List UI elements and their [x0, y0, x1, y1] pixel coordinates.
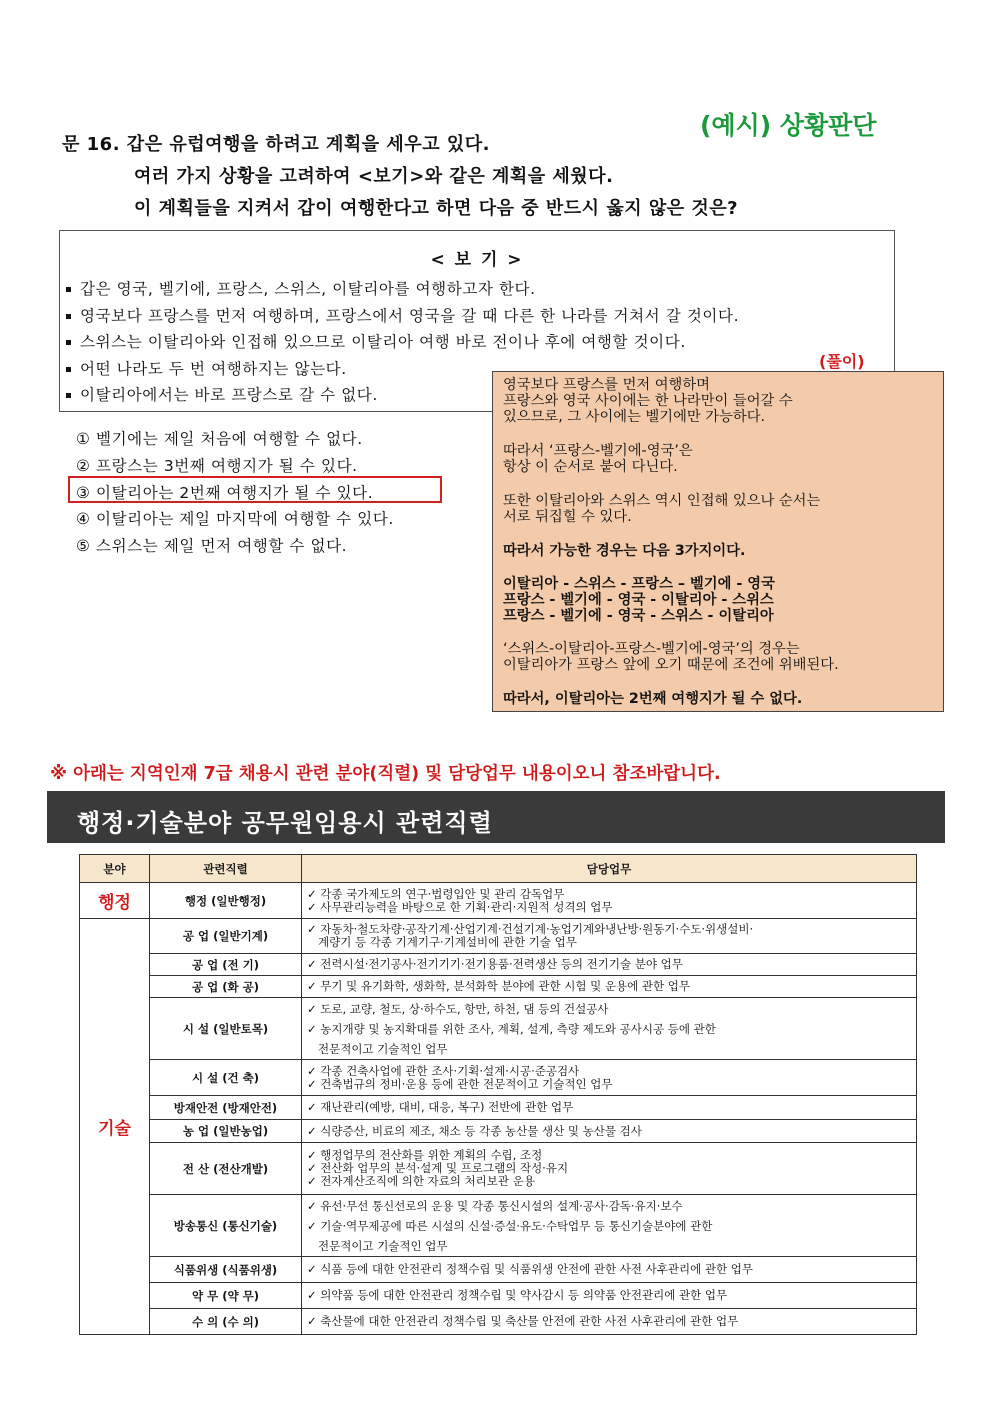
duty-cell: ✓ 전력시설·전기공사·전기기기·전기용품·전력생산 등의 전기기술 분야 업무 [302, 954, 917, 976]
jobs-table [79, 854, 917, 1335]
duty-cell: ✓ 각종 건축사업에 관한 조사·기획·설계·시공·준공검사 ✓ 건축법규의 정비·운용 등에 관한 전문적이고 기술적인 업무 [302, 1060, 917, 1096]
table-row [80, 1060, 917, 1096]
solution-line: 프랑스와 영국 사이에는 한 나라만이 들어갈 수 [503, 393, 793, 409]
bogi-item: 스위스는 이탈리아와 인접해 있으므로 이탈리아 여행 바로 전이나 후에 여행할 것이다. [66, 330, 686, 352]
bogi-title: < 보 기 > [430, 250, 524, 270]
option-5: ⑤ 스위스는 제일 먼저 여행할 수 없다. [76, 537, 348, 555]
bullet-icon [66, 367, 71, 372]
header-field: 분야 [80, 855, 150, 883]
header-position: 관련직렬 [150, 855, 302, 883]
position-cell: 공 업 (전 기) [150, 954, 302, 976]
question-line-3: 이 계획들을 지켜서 갑이 여행한다고 하면 다음 중 반드시 옳지 않은 것은? [134, 198, 739, 219]
bogi-item: 갑은 영국, 벨기에, 프랑스, 스위스, 이탈리아를 여행하고자 한다. [66, 277, 536, 299]
position-cell: 방재안전 (방재안전) [150, 1096, 302, 1120]
solution-case: 프랑스 - 벨기에 - 영국 - 이탈리아 - 스위스 [503, 592, 774, 608]
solution-line: 있으므로, 그 사이에는 벨기에만 가능하다. [503, 409, 766, 425]
question-line-2: 여러 가지 상황을 고려하여 <보기>와 같은 계획을 세웠다. [134, 166, 614, 187]
duty-cell: ✓ 의약품 등에 대한 안전관리 정책수립 및 약사감시 등 의약품 안전관리에 관한 업무 [302, 1283, 917, 1309]
bullet-icon [66, 314, 71, 319]
solution-line: 영국보다 프랑스를 먼저 여행하며 [503, 377, 710, 393]
position-cell: 공 업 (일반기계) [150, 919, 302, 954]
category-admin: 행정 [80, 883, 150, 919]
bogi-item: 어떤 나라도 두 번 여행하지는 않는다. [66, 357, 347, 379]
duty-cell: ✓ 무기 및 유기화학, 생화학, 분석화학 분야에 관한 시험 및 운용에 관한 업무 [302, 976, 917, 998]
table-row [80, 998, 917, 1060]
solution-box [492, 371, 944, 712]
option-3: ③ 이탈리아는 2번째 여행지가 될 수 있다. [76, 484, 374, 502]
position-cell: 전 산 (전산개발) [150, 1143, 302, 1195]
bullet-icon [66, 287, 71, 292]
duty-cell: ✓ 도로, 교량, 철도, 상·하수도, 항만, 하천, 댐 등의 건설공사 ✓ 농지개량 및 농지확대를 위한 조사, 계획, 설계, 측량 제도와 공사시공 등에 관한 전문적이고 기술적인 업무 [302, 998, 917, 1060]
example-tag: (예시) 상황판단 [700, 111, 877, 140]
solution-line: 항상 이 순서로 붙어 다닌다. [503, 459, 678, 475]
position-cell: 식품위생 (식품위생) [150, 1257, 302, 1283]
bullet-icon [66, 340, 71, 345]
table-row [80, 1143, 917, 1195]
header-duties: 담당업무 [302, 855, 917, 883]
solution-conclusion: 따라서, 이탈리아는 2번째 여행지가 될 수 없다. [503, 691, 803, 707]
table-header-row [80, 855, 917, 883]
duty-cell: ✓ 축산물에 대한 안전관리 정책수립 및 축산물 안전에 관한 사전 사후관리에 관한 업무 [302, 1309, 917, 1335]
duty-cell: ✓ 식량증산, 비료의 제조, 채소 등 각종 농산물 생산 및 농산물 검사 [302, 1120, 917, 1143]
question-line-1: 문 16. 갑은 유럽여행을 하려고 계획을 세우고 있다. [62, 134, 490, 155]
duty-cell: ✓ 자동차·철도차량·공작기계·산업기계·건설기계·농업기계와냉난방·원동기·수도·위생설비· 계량기 등 각종 기계기구·기계설비에 관한 기술 업무 [302, 919, 917, 954]
option-1: ① 벨기에는 제일 처음에 여행할 수 없다. [76, 430, 363, 448]
position-cell: 공 업 (화 공) [150, 976, 302, 998]
option-2: ② 프랑스는 3번째 여행지가 될 수 있다. [76, 457, 358, 475]
duty-cell: ✓ 행정업무의 전산화를 위한 계획의 수립, 조정 ✓ 전산화 업무의 분석·설계 및 프로그램의 작성·유지 ✓ 전자계산조직에 의한 자료의 처리보관 운용 [302, 1143, 917, 1195]
solution-line: 따라서 ‘프랑스-벨기에-영국’은 [503, 443, 693, 459]
solution-line: 이탈리아가 프랑스 앞에 오기 때문에 조건에 위배된다. [503, 657, 839, 673]
duty-cell: ✓ 각종 국가제도의 연구·법령입안 및 관리 감독업무 ✓ 사무관리능력을 바탕으로 한 기획·관리·지원적 성격의 업무 [302, 883, 917, 919]
bogi-item: 이탈리아에서는 바로 프랑스로 갈 수 없다. [66, 383, 378, 405]
table-row [80, 1096, 917, 1120]
position-cell: 시 설 (건 축) [150, 1060, 302, 1096]
category-tech: 기술 [80, 919, 150, 1335]
position-cell: 방송통신 (통신기술) [150, 1195, 302, 1257]
solution-line: 또한 이탈리아와 스위스 역시 인접해 있으나 순서는 [503, 493, 821, 509]
position-cell: 행정 (일반행정) [150, 883, 302, 919]
option-4: ④ 이탈리아는 제일 마지막에 여행할 수 있다. [76, 510, 394, 528]
solution-case: 프랑스 - 벨기에 - 영국 - 스위스 - 이탈리아 [503, 608, 774, 624]
notice-text: ※ 아래는 지역인재 7급 채용시 관련 분야(직렬) 및 담당업무 내용이오니 참조바랍니다. [50, 764, 721, 784]
solution-line: 따라서 가능한 경우는 다음 3가지이다. [503, 543, 746, 559]
solution-line: 서로 뒤집힐 수 있다. [503, 509, 632, 525]
table-row [80, 954, 917, 976]
table-row [80, 1309, 917, 1335]
table-row [80, 976, 917, 998]
position-cell: 농 업 (일반농업) [150, 1120, 302, 1143]
duty-cell: ✓ 식품 등에 대한 안전관리 정책수립 및 식품위생 안전에 관한 사전 사후관리에 관한 업무 [302, 1257, 917, 1283]
position-cell: 시 설 (일반토목) [150, 998, 302, 1060]
table-row [80, 1257, 917, 1283]
table-row [80, 883, 917, 919]
solution-line: ‘스위스-이탈리아-프랑스-벨기에-영국’의 경우는 [503, 641, 800, 657]
table-row [80, 1120, 917, 1143]
position-cell: 수 의 (수 의) [150, 1309, 302, 1335]
section-banner [47, 791, 945, 843]
duty-cell: ✓ 재난관리(예방, 대비, 대응, 복구) 전반에 관한 업무 [302, 1096, 917, 1120]
table-row [80, 1195, 917, 1257]
bullet-icon [66, 393, 71, 398]
solution-case: 이탈리아 - 스위스 - 프랑스 – 벨기에 - 영국 [503, 576, 775, 592]
position-cell: 약 무 (약 무) [150, 1283, 302, 1309]
duty-cell: ✓ 유선·무선 통신선로의 운용 및 각종 통신시설의 설계·공사·감독·유지·보수 ✓ 기술·역무제공에 따른 시설의 신설·증설·유도·수탁업무 등 통신기술분야에 관한 전문적이고 기술적인 업무 [302, 1195, 917, 1257]
table-row [80, 1283, 917, 1309]
bogi-item: 영국보다 프랑스를 먼저 여행하며, 프랑스에서 영국을 갈 때 다른 한 나라를 거쳐서 갈 것이다. [66, 304, 739, 326]
banner-title: 행정·기술분야 공무원임용시 관련직렬 [77, 809, 493, 837]
table-row [80, 919, 917, 954]
solution-label: (풀이) [819, 352, 865, 371]
